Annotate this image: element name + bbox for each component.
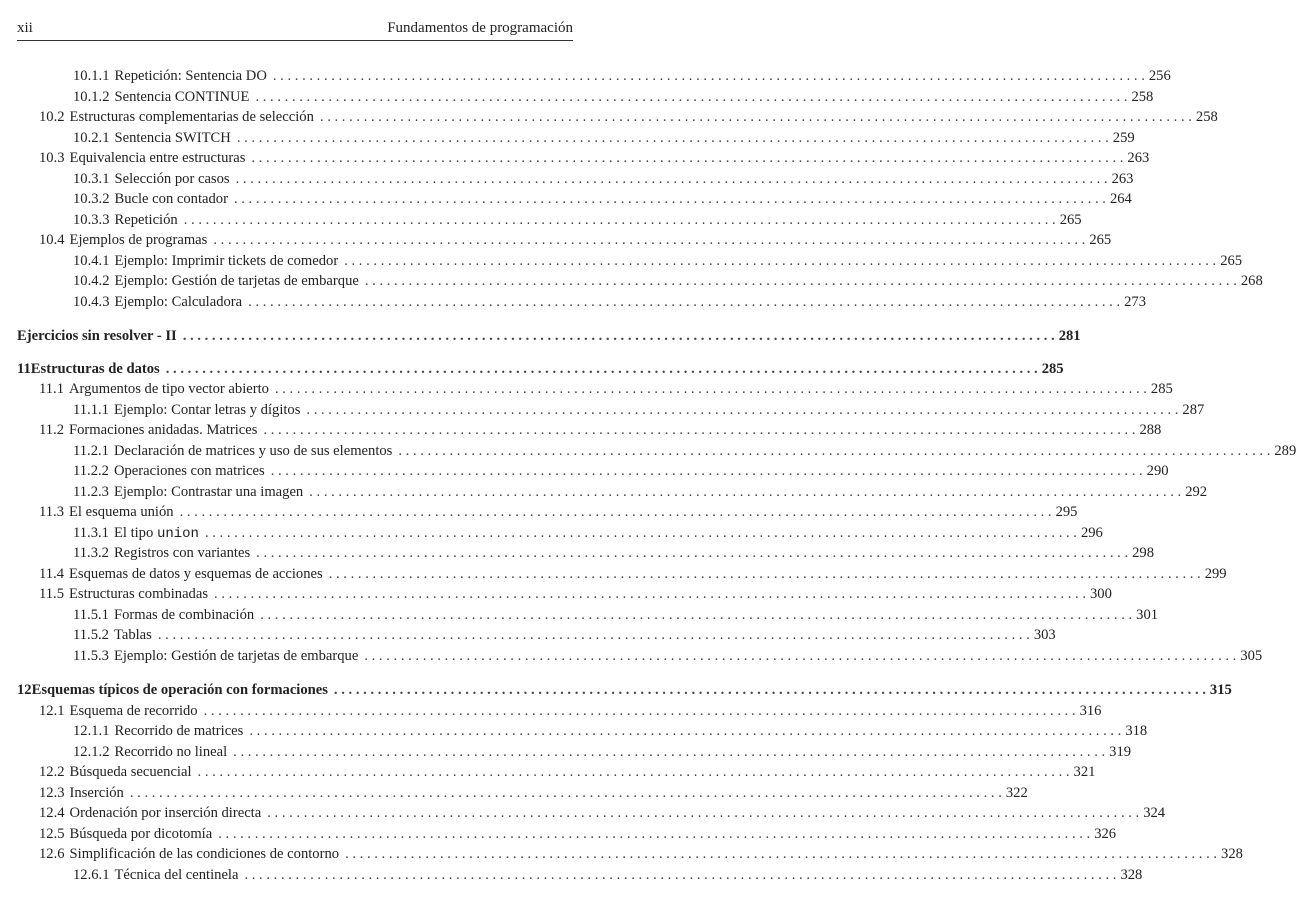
entry-page: 322	[1005, 784, 1028, 801]
entry-number: 10.4.2	[73, 273, 110, 289]
entry-title: Declaración de matrices y uso de sus elementos	[113, 442, 393, 459]
entry-page: 281	[1058, 328, 1081, 344]
entry-number: 11	[17, 360, 31, 377]
toc-entry[interactable]	[17, 482, 1208, 503]
entry-page: 285	[1150, 381, 1173, 397]
toc-entry[interactable]	[17, 701, 1102, 722]
entry-title: Sentencia SWITCH	[114, 129, 231, 146]
toc-entry[interactable]	[17, 210, 1082, 231]
entry-number: 10.2.1	[73, 129, 110, 146]
entry-page: 258	[1131, 88, 1154, 105]
entry-number: 12.4	[39, 805, 65, 821]
entry-number: 11.1.1	[73, 401, 109, 418]
entry-title: Repetición	[114, 211, 178, 228]
entry-title: Técnica del centinela	[114, 866, 239, 883]
dot-leader: . . . . . . . . . . . . . . . . . . . . . . . . . . . . . . . . . . . . . . . . . . . . . . . . . . . . . . . . . . . . . . . . . . . . . . . . . . . . . . . . . . . . . . . . . . . . . . . . . . . . . . . . . . . . . . . . . . . . . . . .	[233, 743, 1106, 760]
entry-page: 296	[1080, 524, 1103, 541]
toc-entry[interactable]	[17, 502, 1078, 523]
entry-page: 303	[1033, 627, 1056, 643]
entry-number: 11.5	[39, 586, 64, 602]
entry-title: Formas de combinación	[113, 606, 255, 623]
entry-number: 11.1	[39, 381, 64, 397]
toc-entry[interactable]	[17, 148, 1150, 169]
entry-page: 319	[1109, 743, 1132, 760]
dot-leader: . . . . . . . . . . . . . . . . . . . . . . . . . . . . . . . . . . . . . . . . . . . . . . . . . . . . . . . . . . . . . . . . . . . . . . . . . . . . . . . . . . . . . . . . . . . . . . . . . . . . . . . . . . . . . . . . . . . . . . . .	[233, 191, 1106, 207]
entry-title: Tablas	[113, 627, 152, 643]
entry-number: 11.3.1	[73, 524, 109, 541]
toc-entry[interactable]	[17, 66, 1171, 87]
entry-title: Recorrido no lineal	[114, 743, 228, 760]
entry-number: 10.1.1	[73, 68, 110, 84]
entry-page: 305	[1240, 647, 1263, 664]
entry-number: 11.5.2	[73, 627, 109, 643]
dot-leader: . . . . . . . . . . . . . . . . . . . . . . . . . . . . . . . . . . . . . . . . . . . . . . . . . . . . . . . . . . . . . . . . . . . . . . . . . . . . . . . . . . . . . . . . . . . . . . . . . . . . . . . . . . . . . . . . . . . . . . . .	[197, 764, 1070, 780]
entry-number: 12.1.1	[73, 723, 110, 739]
entry-number: 11.5.3	[73, 647, 109, 664]
entry-title: Argumentos de tipo vector abierto	[69, 381, 269, 397]
dot-leader: . . . . . . . . . . . . . . . . . . . . . . . . . . . . . . . . . . . . . . . . . . . . . . . . . . . . . . . . . . . . . . . . . . . . . . . . . . . . . . . . . . . . . . . . . . . . . . . . . . . . . . . . . . . . . . . . . . . . . . . .	[274, 381, 1147, 397]
entry-number: 10.4.3	[73, 293, 110, 310]
entry-page: 258	[1195, 109, 1218, 125]
entry-number: 11.2	[39, 422, 64, 438]
toc-entry[interactable]	[17, 107, 1218, 128]
toc-entry[interactable]	[17, 251, 1243, 272]
dot-leader: . . . . . . . . . . . . . . . . . . . . . . . . . . . . . . . . . . . . . . . . . . . . . . . . . . . . . . . . . . . . . . . . . . . . . . . . . . . . . . . . . . . . . . . . . . . . . . . . . . . . . . . . . . . . . . . . . . . . . . . .	[251, 150, 1124, 166]
dot-leader: . . . . . . . . . . . . . . . . . . . . . . . . . . . . . . . . . . . . . . . . . . . . . . . . . . . . . . . . . . . . . . . . . . . . . . . . . . . . . . . . . . . . . . . . . . . . . . . . . . . . . . . . . . . . . . . . . . . . . . . .	[213, 232, 1086, 248]
entry-page: 321	[1073, 764, 1096, 780]
toc-entry[interactable]	[17, 721, 1148, 742]
entry-page: 328	[1120, 866, 1143, 883]
toc-entry[interactable]	[17, 326, 1081, 347]
entry-page: 263	[1111, 170, 1134, 187]
entry-title: Estructuras combinadas	[69, 586, 209, 602]
toc-entry[interactable]	[17, 359, 1064, 380]
dot-leader: . . . . . . . . . . . . . . . . . . . . . . . . . . . . . . . . . . . . . . . . . . . . . . . . . . . . . . . . . . . . . . . . . . . . . . . . . . . . . . . . . . . . . . . . . . . . . . . . . . . . . . . . . . . . . . . . . . . . . . . .	[203, 702, 1076, 719]
entry-number: 10.1.2	[73, 88, 110, 105]
entry-page: 326	[1094, 825, 1117, 842]
entry-number: 10.3	[39, 150, 65, 166]
table-of-contents	[17, 66, 1296, 885]
toc-entry[interactable]	[17, 742, 1132, 763]
entry-page: 289	[1274, 442, 1296, 459]
entry-page: 292	[1185, 483, 1208, 500]
dot-leader: . . . . . . . . . . . . . . . . . . . . . . . . . . . . . . . . . . . . . . . . . . . . . . . . . . . . . . . . . . . . . . . . . . . . . . . . . . . . . . . . . . . . . . . . . . . . . . . . . . . . . . . . . . . . . . . . . . . . . . . .	[272, 68, 1145, 84]
toc-entry[interactable]	[17, 292, 1147, 313]
entry-number: 10.4.1	[73, 252, 110, 269]
toc-entry[interactable]	[17, 762, 1096, 783]
entry-page: 328	[1221, 846, 1243, 862]
dot-leader: . . . . . . . . . . . . . . . . . . . . . . . . . . . . . . . . . . . . . . . . . . . . . . . . . . . . . . . . . . . . . . . . . . . . . . . . . . . . . . . . . . . . . . . . . . . . . . . . . . . . . . . . . . . . . . . . . . . . . . . .	[214, 586, 1086, 602]
dot-leader: . . . . . . . . . . . . . . . . . . . . . . . . . . . . . . . . . . . . . . . . . . . . . . . . . . . . . . . . . . . . . . . . . . . . . . . . . . . . . . . . . . . . . . . . . . . . . . . . . . . . . . . . . . . . . . . . . . . . . . . .	[345, 846, 1218, 862]
entry-number: 12.2	[39, 764, 65, 780]
entry-title: Ordenación por inserción directa	[69, 805, 262, 821]
entry-title: Repetición: Sentencia DO	[114, 68, 267, 84]
toc-entry[interactable]	[17, 783, 1028, 804]
entry-page: 316	[1079, 702, 1102, 719]
entry-number: 10.3.3	[73, 211, 110, 228]
dot-leader: . . . . . . . . . . . . . . . . . . . . . . . . . . . . . . . . . . . . . . . . . . . . . . . . . . . . . . . . . . . . . . . . . . . . . . . . . . . . . . . . . . . . . . . . . . . . . . . . . . . . . . . . . . . . . . . . . . . . . . . .	[267, 805, 1140, 821]
entry-number: 11.2.3	[73, 483, 109, 500]
toc-entry[interactable]	[17, 379, 1173, 400]
entry-title: Ejemplo: Calculadora	[114, 293, 243, 310]
toc-entry[interactable]	[17, 523, 1103, 544]
entry-title: Esquemas de datos y esquemas de acciones	[69, 565, 323, 582]
dot-leader: . . . . . . . . . . . . . . . . . . . . . . . . . . . . . . . . . . . . . . . . . . . . . . . . . . . . . . . . . . . . . . . . . . . . . . . . . . . . . . . . . . . . . . . . . . . . . . . . . . . . . . . . . . . . . . . . . . . . . . . .	[364, 273, 1237, 289]
entry-title: Ejemplo: Gestión de tarjetas de embarque	[114, 273, 359, 289]
dot-leader: . . . . . . . . . . . . . . . . . . . . . . . . . . . . . . . . . . . . . . . . . . . . . . . . . . . . . . . . . . . . . . . . . . . . . . . . . . . . . . . . . . . . . . . . . . . . . . . . . . . . . . . . . . . . . . . . . . . . . . . .	[129, 784, 1002, 801]
toc-entry[interactable]	[17, 420, 1162, 441]
toc-entry[interactable]	[17, 543, 1155, 564]
entry-number: 11.3	[39, 504, 64, 520]
entry-title: Ejemplos de programas	[69, 232, 208, 248]
entry-page: 288	[1139, 422, 1162, 438]
entry-title: Búsqueda secuencial	[69, 764, 192, 780]
entry-number: 11.2.1	[73, 442, 109, 459]
entry-number: 12.6.1	[73, 866, 110, 883]
dot-leader: . . . . . . . . . . . . . . . . . . . . . . . . . . . . . . . . . . . . . . . . . . . . . . . . . . . . . . . . . . . . . . . . . . . . . . . . . . . . . . . . . . . . . . . . . . . . . . . . . . . . . . . . . . . . . . . . . . . . . . . .	[260, 606, 1133, 623]
entry-page: 273	[1124, 293, 1147, 310]
toc-entry[interactable]	[17, 584, 1112, 605]
dot-leader: . . . . . . . . . . . . . . . . . . . . . . . . . . . . . . . . . . . . . . . . . . . . . . . . . . . . . . . . . . . . . . . . . . . . . . . . . . . . . . . . . . . . . . . . . . . . . . . . . . . . . . . . . . . . . . . . . . . . . . . .	[248, 293, 1121, 310]
dot-leader: . . . . . . . . . . . . . . . . . . . . . . . . . . . . . . . . . . . . . . . . . . . . . . . . . . . . . . . . . . . . . . . . . . . . . . . . . . . . . . . . . . . . . . . . . . . . . . . . . . . . . . . . . . . . . . . . . . . . . . . .	[235, 170, 1108, 187]
entry-title: Sentencia CONTINUE	[114, 88, 250, 105]
toc-entry[interactable]	[17, 400, 1205, 421]
dot-leader: . . . . . . . . . . . . . . . . . . . . . . . . . . . . . . . . . . . . . . . . . . . . . . . . . . . . . . . . . . . . . . . . . . . . . . . . . . . . . . . . . . . . . . . . . . . . . . . . . . . . . . . . . . . . . . . . . . . . . . . .	[270, 463, 1143, 479]
toc-entry[interactable]	[17, 87, 1154, 108]
dot-leader: . . . . . . . . . . . . . . . . . . . . . . . . . . . . . . . . . . . . . . . . . . . . . . . . . . . . . . . . . . . . . . . . . . . . . . . . . . . . . . . . . . . . . . . . . . . . . . . . . . . . . . . . . . . . . . . . . . . . . . . .	[309, 483, 1182, 500]
dot-leader: . . . . . . . . . . . . . . . . . . . . . . . . . . . . . . . . . . . . . . . . . . . . . . . . . . . . . . . . . . . . . . . . . . . . . . . . . . . . . . . . . . . . . . . . . . . . . . . . . . . . . . . . . . . . . . . . . . . . . . . .	[236, 129, 1109, 146]
dot-leader: . . . . . . . . . . . . . . . . . . . . . . . . . . . . . . . . . . . . . . . . . . . . . . . . . . . . . . . . . . . . . . . . . . . . . . . . . . . . . . . . . . . . . . . . . . . . . . . . . . . . . . . . . . . . . . . . . . . . . . . .	[255, 88, 1128, 105]
entry-page: 256	[1148, 68, 1171, 84]
entry-number: 11.2.2	[73, 463, 109, 479]
dot-leader: . . . . . . . . . . . . . . . . . . . . . . . . . . . . . . . . . . . . . . . . . . . . . . . . . . . . . . . . . . . . . . . . . . . . . . . . . . . . . . . . . . . . . . . . . . . . . . . . . . . . . . . . . . . . . . . . . . . . . . . .	[328, 565, 1201, 582]
entry-page: 264	[1109, 191, 1132, 207]
toc-entry[interactable]	[17, 680, 1232, 701]
entry-title: Ejemplo: Contrastar una imagen	[113, 483, 304, 500]
entry-title: Ejemplo: Imprimir tickets de comedor	[114, 252, 339, 269]
dot-leader: . . . . . . . . . . . . . . . . . . . . . . . . . . . . . . . . . . . . . . . . . . . . . . . . . . . . . . . . . . . . . . . . . . . . . . . . . . . . . . . . . . . . . . . . . . . . . . . . . . . . . . . . . . . . . . . . . . . . . . . .	[157, 627, 1030, 643]
dot-leader: . . . . . . . . . . . . . . . . . . . . . . . . . . . . . . . . . . . . . . . . . . . . . . . . . . . . . . . . . . . . . . . . . . . . . . . . . . . . . . . . . . . . . . . . . . . . . . . . . . . . . . . . . . . . . . . . . . . . . . . .	[218, 825, 1091, 842]
toc-entry[interactable]	[17, 169, 1134, 190]
book-title: Fundamentos de programación	[387, 20, 573, 36]
entry-title: El esquema unión	[69, 504, 174, 520]
entry-number: 12.5	[39, 825, 65, 842]
dot-leader: . . . . . . . . . . . . . . . . . . . . . . . . . . . . . . . . . . . . . . . . . . . . . . . . . . . . . . . . . . . . . . . . . . . . . . . . . . . . . . . . . . . . . . . . . . . . . . . . . . . . . . . . . . . . . . . . . . . . . . . .	[183, 211, 1056, 228]
toc-entry[interactable]	[17, 230, 1112, 251]
dot-leader: . . . . . . . . . . . . . . . . . . . . . . . . . . . . . . . . . . . . . . . . . . . . . . . . . . . . . . . . . . . . . . . . . . . . . . . . . . . . . . . . . . . . . . . . . . . . . . . . . . . . . . . . . . . . . . . . . . . . . . . .	[165, 360, 1038, 377]
entry-number: 12.1.2	[73, 743, 110, 760]
entry-number: 12.1	[39, 702, 65, 719]
entry-title: El tipo union	[113, 524, 199, 542]
entry-number: 12.3	[39, 784, 65, 801]
entry-page: 300	[1090, 586, 1112, 602]
entry-page: 290	[1146, 463, 1169, 479]
toc-entry[interactable]	[17, 461, 1169, 482]
entry-title: Bucle con contador	[114, 191, 228, 207]
entry-number: 11.3.2	[73, 545, 109, 561]
toc-entry[interactable]	[17, 271, 1263, 292]
entry-number: 12.6	[39, 846, 65, 862]
entry-page: 268	[1240, 273, 1263, 289]
dot-leader: . . . . . . . . . . . . . . . . . . . . . . . . . . . . . . . . . . . . . . . . . . . . . . . . . . . . . . . . . . . . . . . . . . . . . . . . . . . . . . . . . . . . . . . . . . . . . . . . . . . . . . . . . . . . . . . . . . . . . . . .	[319, 109, 1192, 125]
entry-page: 287	[1182, 401, 1205, 418]
entry-code: union	[156, 525, 199, 542]
dot-leader: . . . . . . . . . . . . . . . . . . . . . . . . . . . . . . . . . . . . . . . . . . . . . . . . . . . . . . . . . . . . . . . . . . . . . . . . . . . . . . . . . . . . . . . . . . . . . . . . . . . . . . . . . . . . . . . . . . . . . . . .	[256, 545, 1129, 561]
entry-title: Búsqueda por dicotomía	[69, 825, 213, 842]
page-number: xii	[17, 20, 33, 36]
entry-page: 263	[1127, 150, 1150, 166]
entry-title: Ejemplo: Contar letras y dígitos	[113, 401, 301, 418]
running-header	[17, 18, 573, 41]
toc-entry[interactable]	[17, 646, 1263, 667]
entry-number: 10.4	[39, 232, 65, 248]
dot-leader: . . . . . . . . . . . . . . . . . . . . . . . . . . . . . . . . . . . . . . . . . . . . . . . . . . . . . . . . . . . . . . . . . . . . . . . . . . . . . . . . . . . . . . . . . . . . . . . . . . . . . . . . . . . . . . . . . . . . . . . .	[364, 647, 1237, 664]
dot-leader: . . . . . . . . . . . . . . . . . . . . . . . . . . . . . . . . . . . . . . . . . . . . . . . . . . . . . . . . . . . . . . . . . . . . . . . . . . . . . . . . . . . . . . . . . . . . . . . . . . . . . . . . . . . . . . . . . . . . . . . .	[398, 442, 1271, 459]
entry-page: 259	[1112, 129, 1135, 146]
entry-number: 10.3.2	[73, 191, 110, 207]
entry-number: 11.5.1	[73, 606, 109, 623]
entry-title: Ejemplo: Gestión de tarjetas de embarque	[113, 647, 359, 664]
entry-title: Equivalencia entre estructuras	[69, 150, 246, 166]
entry-title: Esquema de recorrido	[69, 702, 198, 719]
entry-title: Selección por casos	[114, 170, 230, 187]
entry-title: Operaciones con matrices	[113, 463, 265, 479]
entry-title: Esquemas típicos de operación con formaciones	[31, 682, 328, 698]
entry-page: 299	[1204, 565, 1227, 582]
entry-title: Recorrido de matrices	[114, 723, 244, 739]
toc-entry[interactable]	[17, 605, 1159, 626]
entry-title: Ejercicios sin resolver - II	[17, 328, 177, 344]
entry-number: 10.3.1	[73, 170, 110, 187]
entry-page: 265	[1220, 252, 1243, 269]
dot-leader: . . . . . . . . . . . . . . . . . . . . . . . . . . . . . . . . . . . . . . . . . . . . . . . . . . . . . . . . . . . . . . . . . . . . . . . . . . . . . . . . . . . . . . . . . . . . . . . . . . . . . . . . . . . . . . . . . . . . . . . .	[182, 328, 1055, 344]
entry-title: Inserción	[69, 784, 124, 801]
dot-leader: . . . . . . . . . . . . . . . . . . . . . . . . . . . . . . . . . . . . . . . . . . . . . . . . . . . . . . . . . . . . . . . . . . . . . . . . . . . . . . . . . . . . . . . . . . . . . . . . . . . . . . . . . . . . . . . . . . . . . . . .	[333, 682, 1206, 698]
toc-entry[interactable]	[17, 844, 1243, 865]
toc-entry[interactable]	[17, 625, 1056, 646]
entry-page: 265	[1059, 211, 1082, 228]
entry-title: Estructuras complementarias de selección	[69, 109, 314, 125]
dot-leader: . . . . . . . . . . . . . . . . . . . . . . . . . . . . . . . . . . . . . . . . . . . . . . . . . . . . . . . . . . . . . . . . . . . . . . . . . . . . . . . . . . . . . . . . . . . . . . . . . . . . . . . . . . . . . . . . . . . . . . . .	[244, 866, 1117, 883]
entry-page: 315	[1209, 682, 1232, 698]
dot-leader: . . . . . . . . . . . . . . . . . . . . . . . . . . . . . . . . . . . . . . . . . . . . . . . . . . . . . . . . . . . . . . . . . . . . . . . . . . . . . . . . . . . . . . . . . . . . . . . . . . . . . . . . . . . . . . . . . . . . . . . .	[204, 524, 1077, 541]
toc-entry[interactable]	[17, 441, 1296, 462]
entry-page: 298	[1132, 545, 1155, 561]
toc-entry[interactable]	[17, 803, 1166, 824]
dot-leader: . . . . . . . . . . . . . . . . . . . . . . . . . . . . . . . . . . . . . . . . . . . . . . . . . . . . . . . . . . . . . . . . . . . . . . . . . . . . . . . . . . . . . . . . . . . . . . . . . . . . . . . . . . . . . . . . . . . . . . . .	[306, 401, 1179, 418]
entry-number: 12	[17, 682, 32, 698]
toc-entry[interactable]	[17, 824, 1117, 845]
entry-page: 295	[1055, 504, 1078, 520]
entry-page: 301	[1136, 606, 1159, 623]
dot-leader: . . . . . . . . . . . . . . . . . . . . . . . . . . . . . . . . . . . . . . . . . . . . . . . . . . . . . . . . . . . . . . . . . . . . . . . . . . . . . . . . . . . . . . . . . . . . . . . . . . . . . . . . . . . . . . . . . . . . . . . .	[263, 422, 1136, 438]
entry-page: 324	[1143, 805, 1166, 821]
toc-entry[interactable]	[17, 865, 1143, 886]
entry-page: 265	[1089, 232, 1112, 248]
entry-page: 285	[1041, 360, 1064, 377]
dot-leader: . . . . . . . . . . . . . . . . . . . . . . . . . . . . . . . . . . . . . . . . . . . . . . . . . . . . . . . . . . . . . . . . . . . . . . . . . . . . . . . . . . . . . . . . . . . . . . . . . . . . . . . . . . . . . . . . . . . . . . . .	[249, 723, 1122, 739]
entry-number: 11.4	[39, 565, 64, 582]
dot-leader: . . . . . . . . . . . . . . . . . . . . . . . . . . . . . . . . . . . . . . . . . . . . . . . . . . . . . . . . . . . . . . . . . . . . . . . . . . . . . . . . . . . . . . . . . . . . . . . . . . . . . . . . . . . . . . . . . . . . . . . .	[344, 252, 1217, 269]
entry-title: Estructuras de datos	[30, 360, 160, 377]
toc-entry[interactable]	[17, 189, 1132, 210]
toc-entry[interactable]	[17, 128, 1135, 149]
entry-number: 10.2	[39, 109, 65, 125]
entry-title: Formaciones anidadas. Matrices	[69, 422, 258, 438]
dot-leader: . . . . . . . . . . . . . . . . . . . . . . . . . . . . . . . . . . . . . . . . . . . . . . . . . . . . . . . . . . . . . . . . . . . . . . . . . . . . . . . . . . . . . . . . . . . . . . . . . . . . . . . . . . . . . . . . . . . . . . . .	[179, 504, 1052, 520]
entry-page: 318	[1125, 723, 1148, 739]
toc-entry[interactable]	[17, 564, 1227, 585]
entry-title: Simplificación de las condiciones de contorno	[69, 846, 340, 862]
entry-title: Registros con variantes	[113, 545, 251, 561]
